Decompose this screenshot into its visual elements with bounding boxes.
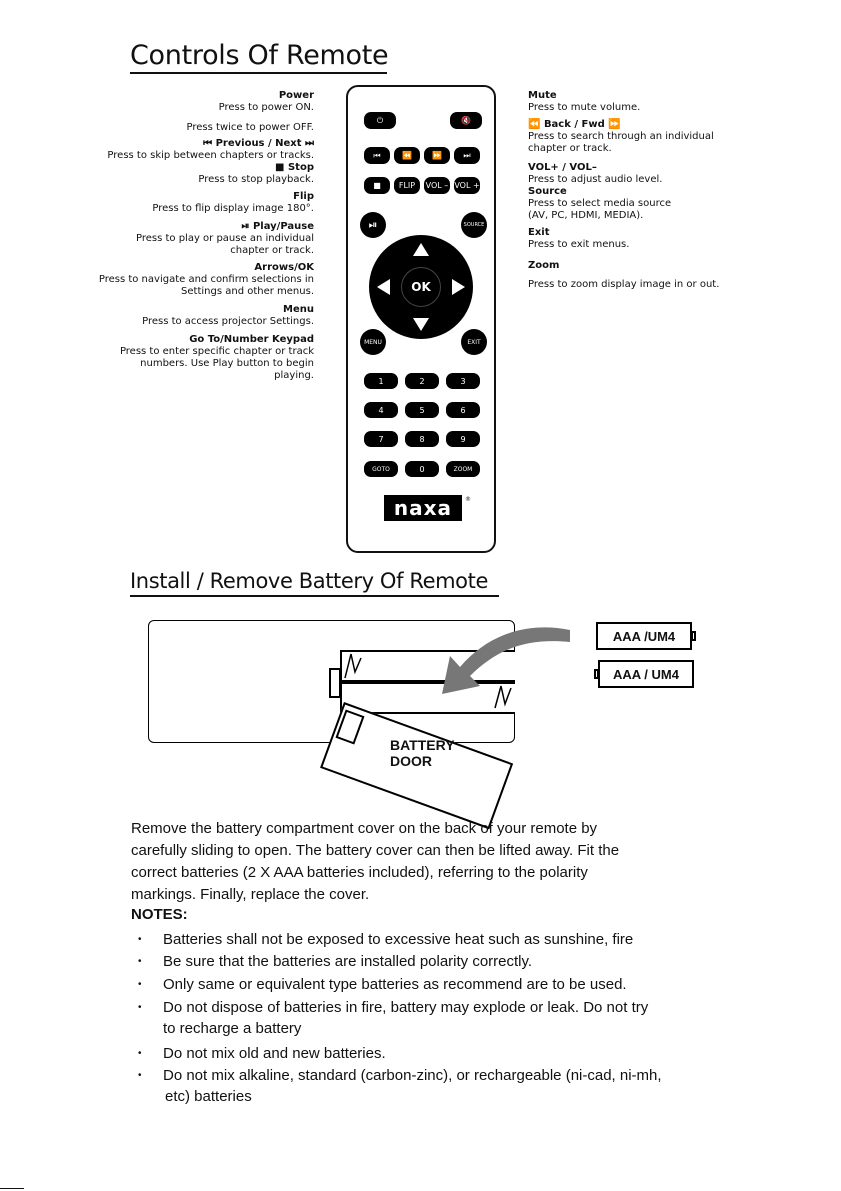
legend-title: Menu xyxy=(283,304,314,315)
next-icon: ⏭ xyxy=(301,138,314,149)
legend-back-fwd xyxy=(528,119,714,155)
instructions-line: carefully sliding to open. The battery cover can then be lifted away. Fit the xyxy=(131,842,620,859)
legend-text: playing. xyxy=(274,370,314,381)
key-7: 7 xyxy=(364,431,398,447)
legend-text: chapter or track. xyxy=(528,143,612,154)
legend-text: numbers. Use Play button to begin xyxy=(140,358,314,369)
legend-text: Press to skip between chapters or tracks. xyxy=(107,150,314,161)
insert-arrow-icon xyxy=(420,612,580,697)
legend-title: Go To/Number Keypad xyxy=(189,334,314,345)
instructions-line: markings. Finally, replace the cover. xyxy=(131,886,370,903)
note-text: Do not mix alkaline, standard (carbon-zinc), or rechargeable (ni-cad, ni-mh, xyxy=(163,1067,662,1084)
legend-volume xyxy=(528,162,662,186)
key-2: 2 xyxy=(405,373,439,389)
arrow-down-icon xyxy=(413,318,429,331)
mute-icon: 🔇 xyxy=(450,112,482,129)
legend-text: chapter or track. xyxy=(230,245,314,256)
instructions-line: correct batteries (2 X AAA batteries included), referring to the polarity xyxy=(131,864,588,881)
note-text: Batteries shall not be exposed to excessive heat such as sunshine, fire xyxy=(163,931,634,948)
previous-icon: ⏮ xyxy=(203,138,216,149)
legend-title: Play/Pause xyxy=(252,221,314,232)
battery-door-line1: BATTERY xyxy=(390,737,455,753)
ok-button: OK xyxy=(401,267,441,307)
legend-text: Press to zoom display image in or out. xyxy=(528,279,720,290)
legend-text: Press to select media source xyxy=(528,198,672,209)
battery-door-label xyxy=(390,737,455,769)
battery-label-bottom: AAA / UM4 xyxy=(598,660,694,688)
play-pause-icon: ⏯ xyxy=(241,221,253,232)
legend-text: Press twice to power OFF. xyxy=(186,122,314,133)
goto-button: GOTO xyxy=(364,461,398,477)
legend-text: Press to access projector Settings. xyxy=(142,316,314,327)
legend-flip xyxy=(152,191,314,215)
note-text: Be sure that the batteries are installed polarity correctly. xyxy=(163,953,533,970)
stop-button-icon: ■ xyxy=(364,177,390,194)
controls-title: Controls Of Remote xyxy=(130,40,389,71)
key-8: 8 xyxy=(405,431,439,447)
legend-text: (AV, PC, HDMI, MEDIA). xyxy=(528,210,644,221)
note-text: Do not mix old and new batteries. xyxy=(163,1045,386,1062)
key-0: 0 xyxy=(405,461,439,477)
battery-door-line2: DOOR xyxy=(390,753,432,769)
flip-button: FLIP xyxy=(394,177,420,194)
zoom-button: ZOOM xyxy=(446,461,480,477)
legend-text: Press to navigate and confirm selections in xyxy=(98,274,314,285)
note-text-cont: etc) batteries xyxy=(165,1088,252,1105)
legend-prev-next xyxy=(107,138,314,162)
battery-nib-top xyxy=(691,631,696,641)
legend-power xyxy=(187,90,314,134)
legend-text: Press to adjust audio level. xyxy=(528,174,663,185)
battery-nib-bottom xyxy=(594,669,599,679)
power-icon: ⏻ xyxy=(364,112,396,129)
bullet-icon: • xyxy=(138,979,142,990)
legend-text: Press to mute volume. xyxy=(528,102,641,113)
arrow-left-icon xyxy=(377,279,390,295)
legend-title: Mute xyxy=(528,90,557,101)
legend-text: Press to enter specific chapter or track xyxy=(119,346,314,357)
legend-title: Power xyxy=(278,90,314,101)
stop-icon: ■ xyxy=(275,162,288,173)
legend-text: Press to power ON. xyxy=(218,102,314,113)
key-9: 9 xyxy=(446,431,480,447)
vol-minus-button: VOL – xyxy=(424,177,450,194)
legend-title: Flip xyxy=(293,191,314,202)
legend-title: Previous / Next xyxy=(215,138,302,149)
legend-mute xyxy=(528,90,640,114)
exit-button: EXIT xyxy=(461,329,487,355)
battery-label-top: AAA /UM4 xyxy=(596,622,692,650)
menu-button: MENU xyxy=(360,329,386,355)
legend-title: Back / Fwd xyxy=(543,119,605,130)
title-underline xyxy=(130,72,387,74)
arrow-right-icon xyxy=(452,279,465,295)
forward-icon: ⏩ xyxy=(604,119,621,130)
play-pause-button-icon: ⏯ xyxy=(360,212,386,238)
bullet-icon: • xyxy=(138,1048,142,1059)
instructions-line: Remove the battery compartment cover on the back of your remote by xyxy=(131,820,598,837)
note-text: Do not dispose of batteries in fire, battery may explode or leak. Do not try xyxy=(163,999,649,1016)
previous-button-icon: ⏮ xyxy=(364,147,390,164)
legend-menu xyxy=(142,304,314,328)
note-text-cont: to recharge a battery xyxy=(163,1020,302,1037)
legend-text: Press to search through an individual xyxy=(528,131,714,142)
legend-text: Press to play or pause an individual xyxy=(135,233,314,244)
forward-button-icon: ⏩ xyxy=(424,147,450,164)
rewind-icon: ⏪ xyxy=(528,119,544,130)
key-1: 1 xyxy=(364,373,398,389)
dpad xyxy=(369,235,473,339)
bullet-icon: • xyxy=(138,1002,142,1013)
legend-text: Settings and other menus. xyxy=(181,286,314,297)
corner-mark xyxy=(0,1188,24,1189)
registered-mark: ® xyxy=(465,496,471,503)
battery-title: Install / Remove Battery Of Remote xyxy=(130,569,488,593)
legend-play-pause xyxy=(136,221,314,257)
legend-text: Press to exit menus. xyxy=(528,239,630,250)
next-button-icon: ⏭ xyxy=(454,147,480,164)
legend-title: Zoom xyxy=(528,260,560,271)
legend-title: Exit xyxy=(528,227,550,238)
legend-goto xyxy=(120,334,314,382)
naxa-logo: naxa xyxy=(384,495,462,521)
notes-heading: NOTES: xyxy=(131,906,188,923)
key-6: 6 xyxy=(446,402,480,418)
bullet-icon: • xyxy=(138,956,142,967)
source-button: SOURCE xyxy=(461,212,487,238)
legend-title: Stop xyxy=(287,162,314,173)
key-4: 4 xyxy=(364,402,398,418)
legend-text: Press to stop playback. xyxy=(198,174,314,185)
legend-text: Press to flip display image 180°. xyxy=(152,203,314,214)
legend-source xyxy=(528,186,671,222)
vol-plus-button: VOL + xyxy=(454,177,480,194)
legend-title: VOL+ / VOL– xyxy=(528,162,597,173)
note-text: Only same or equivalent type batteries as recommend are to be used. xyxy=(163,976,627,993)
key-5: 5 xyxy=(405,402,439,418)
remote-illustration xyxy=(346,85,496,553)
legend-arrows-ok xyxy=(99,262,314,298)
arrow-up-icon xyxy=(413,243,429,256)
legend-exit xyxy=(528,227,629,251)
legend-title: Source xyxy=(528,186,567,197)
back-button-icon: ⏪ xyxy=(394,147,420,164)
key-3: 3 xyxy=(446,373,480,389)
legend-title: Arrows/OK xyxy=(254,262,314,273)
bullet-icon: • xyxy=(138,1070,142,1081)
legend-stop xyxy=(198,162,314,186)
legend-zoom xyxy=(528,260,719,291)
bullet-icon: • xyxy=(138,934,142,945)
battery-title-underline xyxy=(130,595,499,597)
